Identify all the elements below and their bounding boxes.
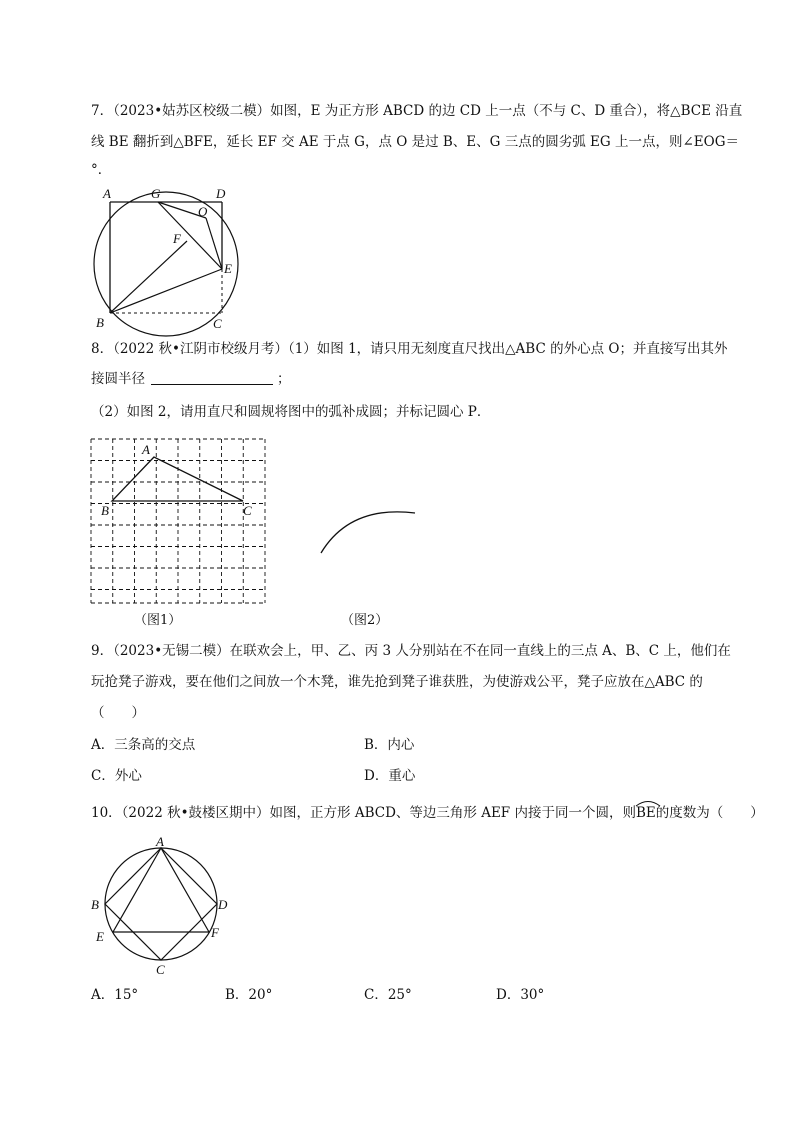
q8-figure-1 bbox=[85, 433, 275, 608]
q10-text-1a: 10．（2022 秋•鼓楼区期中）如图，正方形 ABCD、等边三角形 AEF 内接于同一个圆，则 bbox=[91, 805, 636, 821]
q10-label-b: B bbox=[91, 897, 99, 912]
q7-text-3: °． bbox=[91, 162, 112, 178]
q7-label-o: O bbox=[198, 204, 208, 219]
arc-be-text: BE bbox=[635, 805, 656, 821]
arc-be bbox=[636, 803, 656, 823]
q9-option-b[interactable]: B．内心 bbox=[364, 737, 415, 753]
q10-figure bbox=[85, 834, 240, 979]
q7-label-g: G bbox=[151, 186, 161, 201]
q9-line-3 bbox=[91, 703, 145, 723]
q9-text-3: （ ） bbox=[91, 705, 145, 721]
fig1-caption: （图1） bbox=[134, 613, 182, 628]
q8-text-1: 8．（2022 秋•江阴市校级月考）（1）如图 1，请只用无刻度直尺找出△ABC 的外心点 O；并直接写出其外 bbox=[91, 341, 728, 357]
q10-option-d[interactable]: D．30° bbox=[496, 987, 545, 1003]
q8-figure-2 bbox=[315, 505, 425, 560]
q9-line-2 bbox=[91, 672, 703, 692]
q9-option-c[interactable]: C．外心 bbox=[91, 768, 142, 784]
q10-label-f: F bbox=[211, 925, 219, 940]
q8-line-1 bbox=[91, 339, 727, 359]
q7-label-e: E bbox=[224, 261, 232, 276]
q7-line-1 bbox=[91, 101, 742, 121]
q8-line-3 bbox=[91, 402, 490, 422]
q7-label-d: D bbox=[216, 186, 226, 201]
q8-text-2b: ； bbox=[277, 371, 291, 387]
q7-line-2 bbox=[91, 132, 739, 152]
q9-text-2: 玩抢凳子游戏，要在他们之间放一个木凳，谁先抢到凳子谁获胜，为使游戏公平，凳子应放在△ABC 的 bbox=[91, 674, 703, 690]
q7-figure bbox=[85, 180, 255, 335]
q7-label-a: A bbox=[103, 186, 111, 201]
q10-option-b[interactable]: B．20° bbox=[225, 987, 273, 1003]
q8-text-3: （2）如图 2，请用直尺和圆规将图中的弧补成圆；并标记圆心 P． bbox=[91, 404, 491, 420]
q9-option-a[interactable]: A．三条高的交点 bbox=[91, 737, 196, 753]
q7-line-3 bbox=[91, 160, 111, 180]
q10-text-1b: 的度数为（ ） bbox=[655, 805, 764, 821]
fig2-caption: （图2） bbox=[341, 613, 389, 628]
q8-label-c: C bbox=[243, 503, 252, 518]
q7-text-1: 7．（2023•姑苏区校级二模）如图，E 为正方形 ABCD 的边 CD 上一点（不与 C、D 重合），将△BCE 沿直 bbox=[91, 103, 743, 119]
q9-option-d[interactable]: D．重心 bbox=[364, 768, 416, 784]
q8-label-b: B bbox=[101, 503, 109, 518]
q7-label-c: C bbox=[213, 316, 222, 331]
q10-option-c[interactable]: C．25° bbox=[364, 987, 412, 1003]
q9-text-1: 9．（2023•无锡二模）在联欢会上，甲、乙、丙 3 人分别站在不在同一直线上的三点 A、B、C 上，他们在 bbox=[91, 643, 731, 659]
q8-text-2a: 接圆半径 bbox=[91, 371, 145, 387]
q10-label-c: C bbox=[156, 962, 165, 977]
q8-label-a: A bbox=[142, 442, 150, 457]
q7-text-2: 线 BE 翻折到△BFE，延长 EF 交 AE 于点 G，点 O 是过 B、E、G 三点的圆劣弧 EG 上一点，则∠EOG＝ bbox=[91, 134, 739, 150]
answer-blank bbox=[151, 370, 273, 385]
q10-label-a: A bbox=[156, 834, 164, 849]
q9-line-1 bbox=[91, 641, 731, 661]
q10-option-a[interactable]: A．15° bbox=[91, 987, 139, 1003]
q10-label-e: E bbox=[96, 929, 104, 944]
q10-label-d: D bbox=[218, 897, 228, 912]
q7-label-f: F bbox=[173, 231, 181, 246]
q8-line-2 bbox=[91, 369, 291, 389]
q7-label-b: B bbox=[96, 315, 104, 330]
q10-line-1 bbox=[91, 803, 764, 823]
